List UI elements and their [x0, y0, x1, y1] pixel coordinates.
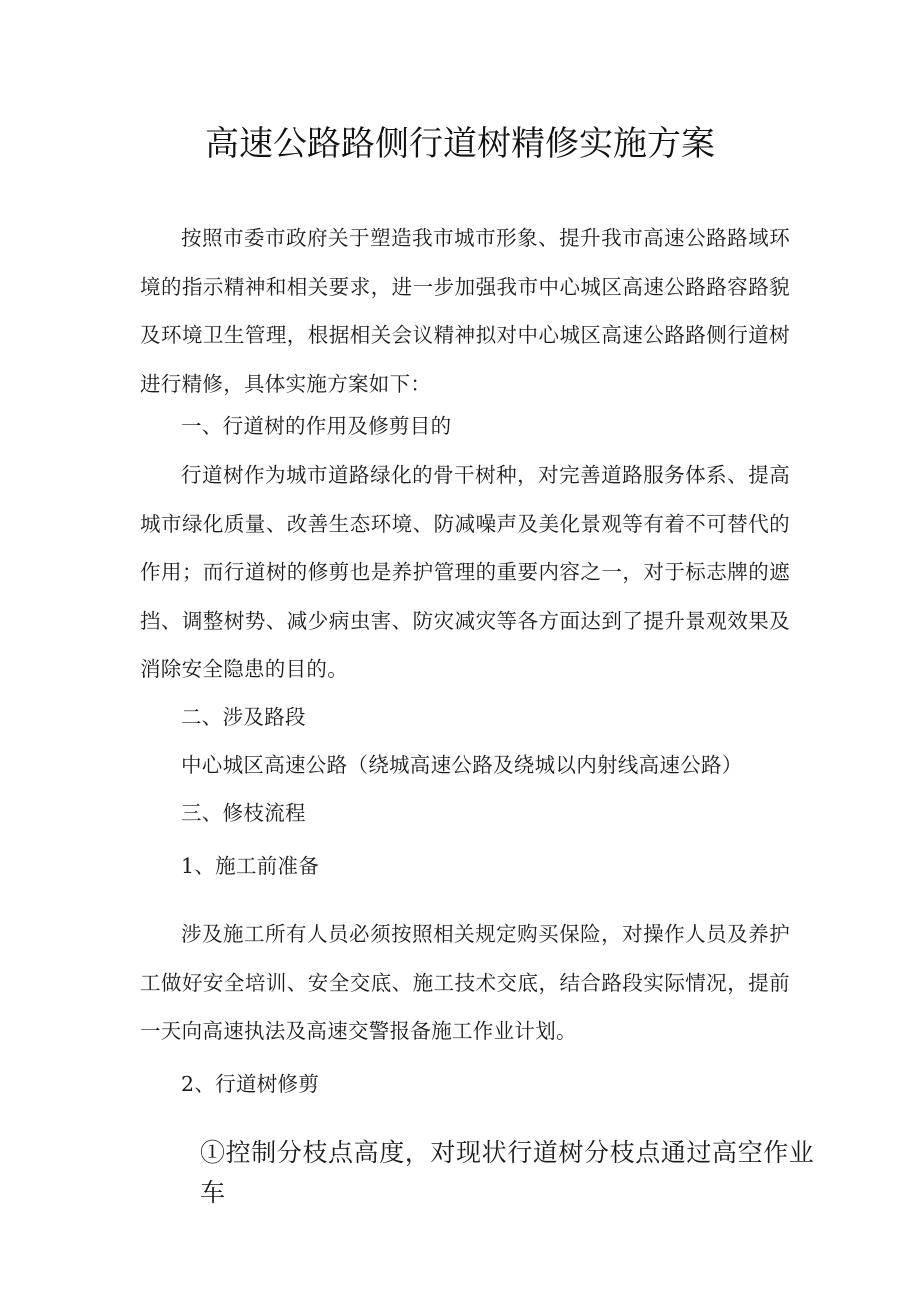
document-title: 高速公路路侧行道树精修实施方案 — [205, 124, 715, 164]
section-2-paragraph: 中心城区高速公路（绕城高速公路及绕城以内射线高速公路） — [181, 753, 743, 777]
step-2-heading: 2、行道树修剪 — [181, 1072, 320, 1096]
section-3-heading: 三、修枝流程 — [181, 801, 306, 825]
section-1-paragraph: 行道树作为城市道路绿化的骨干树种，对完善道路服务体系、提高城市绿化质量、改善生态环境、防减噪声及美化景观等有着不可替代的作用；而行道树的修剪也是养护管理的重要内容之一，对于标志牌的遮挡、调整树势、减少病虫害、防灾减灾等各方面达到了提升景观效果及消除安全隐患的目的。 — [140, 463, 790, 681]
step-2-item-1: ①控制分枝点高度，对现状行道树分枝点通过高空作业车 — [200, 1138, 815, 1207]
step-1-heading: 1、施工前准备 — [181, 854, 320, 878]
step-1-paragraph: 涉及施工所有人员必须按照相关规定购买保险，对操作人员及养护工做好安全培训、安全交底、施工技术交底，结合路段实际情况，提前一天向高速执法及高速交警报备施工作业计划。 — [140, 922, 790, 1043]
section-1-heading: 一、行道树的作用及修剪目的 — [181, 414, 452, 438]
section-2-heading: 二、涉及路段 — [181, 705, 306, 729]
intro-paragraph: 按照市委市政府关于塑造我市城市形象、提升我市高速公路路域环境的指示精神和相关要求，进一步加强我市中心城区高速公路路容路貌及环境卫生管理，根据相关会议精神拟对中心城区高速公路路侧行道树进行精修，具体实施方案如下： — [140, 226, 790, 396]
